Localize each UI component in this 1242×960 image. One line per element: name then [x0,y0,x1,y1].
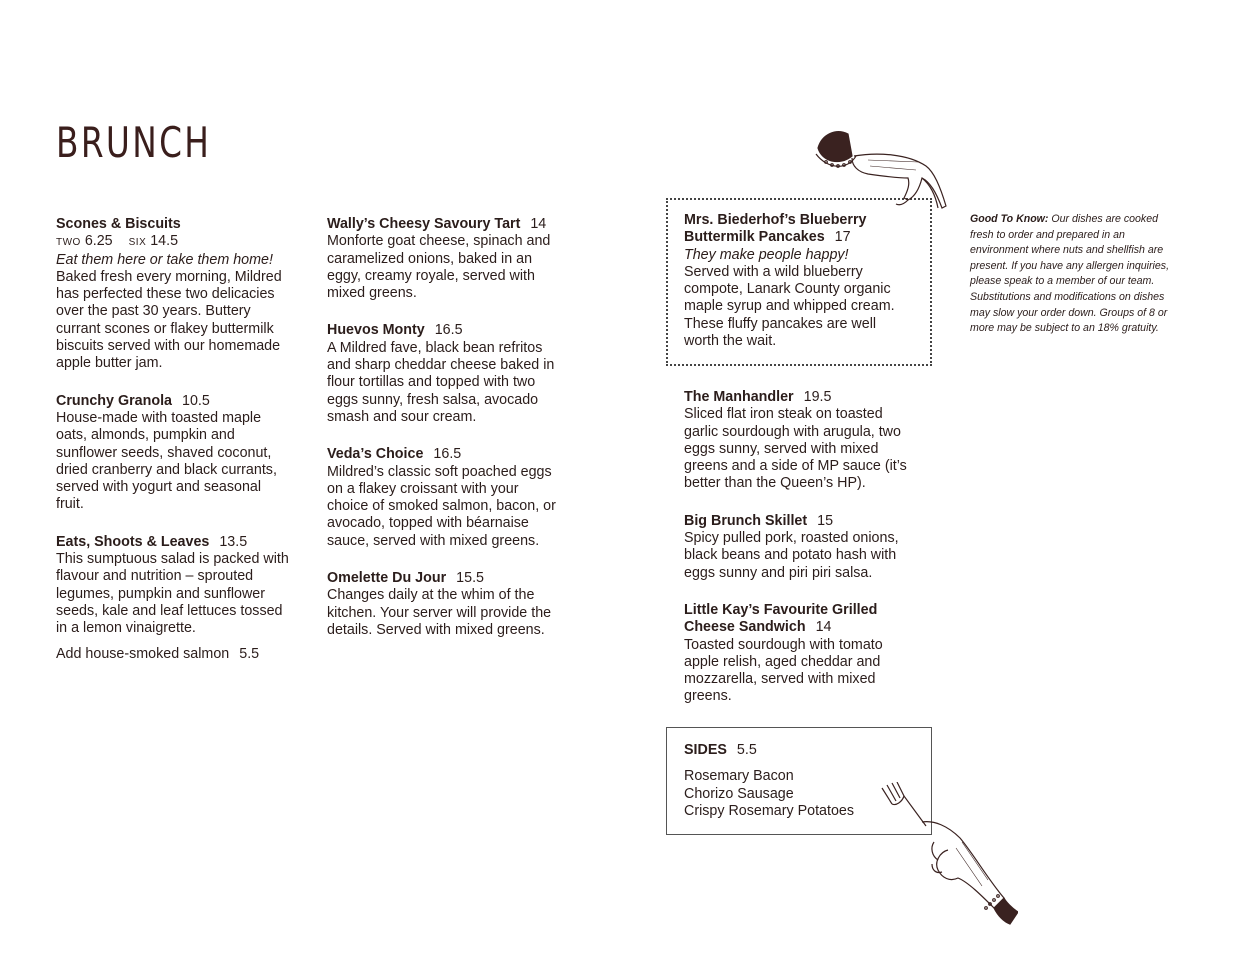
menu-item-tart [327,216,563,302]
side-item: Chorizo Sausage [684,785,794,802]
good-to-know-note [970,212,1176,337]
hand-fork-icon [878,782,1018,932]
menu-item-veda [327,446,563,550]
menu-item-pancakes [684,212,914,350]
item-description: Served with a wild blueberry compote, Lanark County organic maple syrup and whipped cream. These fluffy pancakes are well worth the wait. [684,263,895,350]
item-price: 19.5 [803,389,832,405]
item-name-line2: Buttermilk Pancakes [684,229,825,246]
menu-item-omelette [327,570,563,639]
side-item: Crispy Rosemary Potatoes [684,802,855,819]
menu-item-manhandler [684,389,910,493]
item-name: Big Brunch Skillet [684,512,808,529]
menu-column-1 [56,216,292,663]
six-price: 14.5 [150,233,179,250]
item-name-line1: Mrs. Biederhof’s Blueberry [684,212,867,228]
item-name-line2: Cheese Sandwich [684,619,806,636]
two-price: 6.25 [84,233,113,250]
item-tagline: They make people happy! [684,246,849,263]
item-price: 10.5 [182,392,210,409]
item-description: A Mildred fave, black bean refritos and sharp cheddar cheese baked in flour tortillas and topped with two eggs sunny, fresh salsa, avocado smash and sour cream. [327,339,555,425]
menu-item-grilled-cheese [684,602,910,706]
salad-addon [56,646,292,663]
sides-price: 5.5 [736,742,757,758]
menu-item-salad [56,534,292,638]
addon-label: Add house-smoked salmon [56,645,230,662]
two-label: TWO [56,237,81,249]
note-heading: Good To Know: [970,213,1049,225]
item-name: Huevos Monty [327,322,425,339]
side-item: Rosemary Bacon [684,768,794,785]
menu-item-scones [56,216,292,373]
menu-title: BRUNCH [56,118,212,167]
item-price: 16.5 [433,446,462,463]
item-price: 14 [530,216,547,232]
menu-column-2 [327,216,563,659]
item-price: 15 [817,512,834,529]
hand-teacup-icon [808,126,958,226]
item-description: Baked fresh every morning, Mildred has perfected these two delicacies over the past 30 years. Buttery currant scones or flakey buttermilk biscuits served with our homemade apple butter jam. [56,268,282,372]
item-description: Spicy pulled pork, roasted onions, black beans and potato hash with eggs sunny and piri piri salsa. [684,530,899,581]
menu-item-granola [56,393,292,514]
item-name: Eats, Shoots & Leaves [56,533,210,550]
item-name: Veda’s Choice [327,446,424,463]
six-label: SIX [128,237,147,249]
addon-price: 5.5 [239,645,260,662]
item-price: 16.5 [434,322,463,339]
item-description: This sumptuous salad is packed with flavour and nutrition – sprouted legumes, pumpkin and sunflower seeds, kale and leaf lettuces tossed in a lemon vinaigrette. [56,551,289,637]
menu-item-huevos [327,322,563,426]
sides-label: SIDES [684,742,727,758]
item-price: 15.5 [456,570,484,587]
item-tagline: Eat them here or take them home! [56,251,273,268]
item-description: House-made with toasted maple oats, almonds, pumpkin and sunflower seeds, shaved coconut, dried cranberry and black currants, served with yogurt and seasonal fruit. [56,409,277,513]
item-name: Crunchy Granola [56,392,172,409]
item-price: 17 [834,229,851,246]
item-price: 14 [815,619,832,636]
item-name: The Manhandler [684,389,794,405]
note-text: Our dishes are cooked fresh to order and prepared in an environment where nuts and shellfish are present. If you have any allergen inquiries, please speak to a member of our team. Substitutions and modifications on dishes may slow your order down. Groups of 8 or more may be subject to an 18% gratuity. [970,213,1170,335]
item-description: Changes daily at the whim of the kitchen. Your server will provide the details. Served with mixed greens. [327,587,552,638]
item-prices [56,233,292,251]
item-name: Wally’s Cheesy Savoury Tart [327,216,521,232]
item-description: Sliced flat iron steak on toasted garlic sourdough with arugula, two eggs sunny, served with mixed greens and a side of MP sauce (it’s better than the Queen’s HP). [684,406,907,492]
item-description: Monforte goat cheese, spinach and caramelized onions, baked in an eggy, creamy royale, served with mixed greens. [327,233,551,302]
item-name: Omelette Du Jour [327,570,447,587]
item-description: Toasted sourdough with tomato apple relish, aged cheddar and mozzarella, served with mixed greens. [684,636,883,705]
item-description: Mildred’s classic soft poached eggs on a flakey croissant with your choice of smoked salmon, bacon, or avocado, topped with béarnaise sauce, served with mixed greens. [327,463,556,549]
item-name: Scones & Biscuits [56,216,181,232]
menu-column-3 [684,389,910,726]
item-price: 13.5 [219,533,248,550]
menu-item-skillet [684,513,910,582]
item-name-line1: Little Kay’s Favourite Grilled [684,601,878,618]
